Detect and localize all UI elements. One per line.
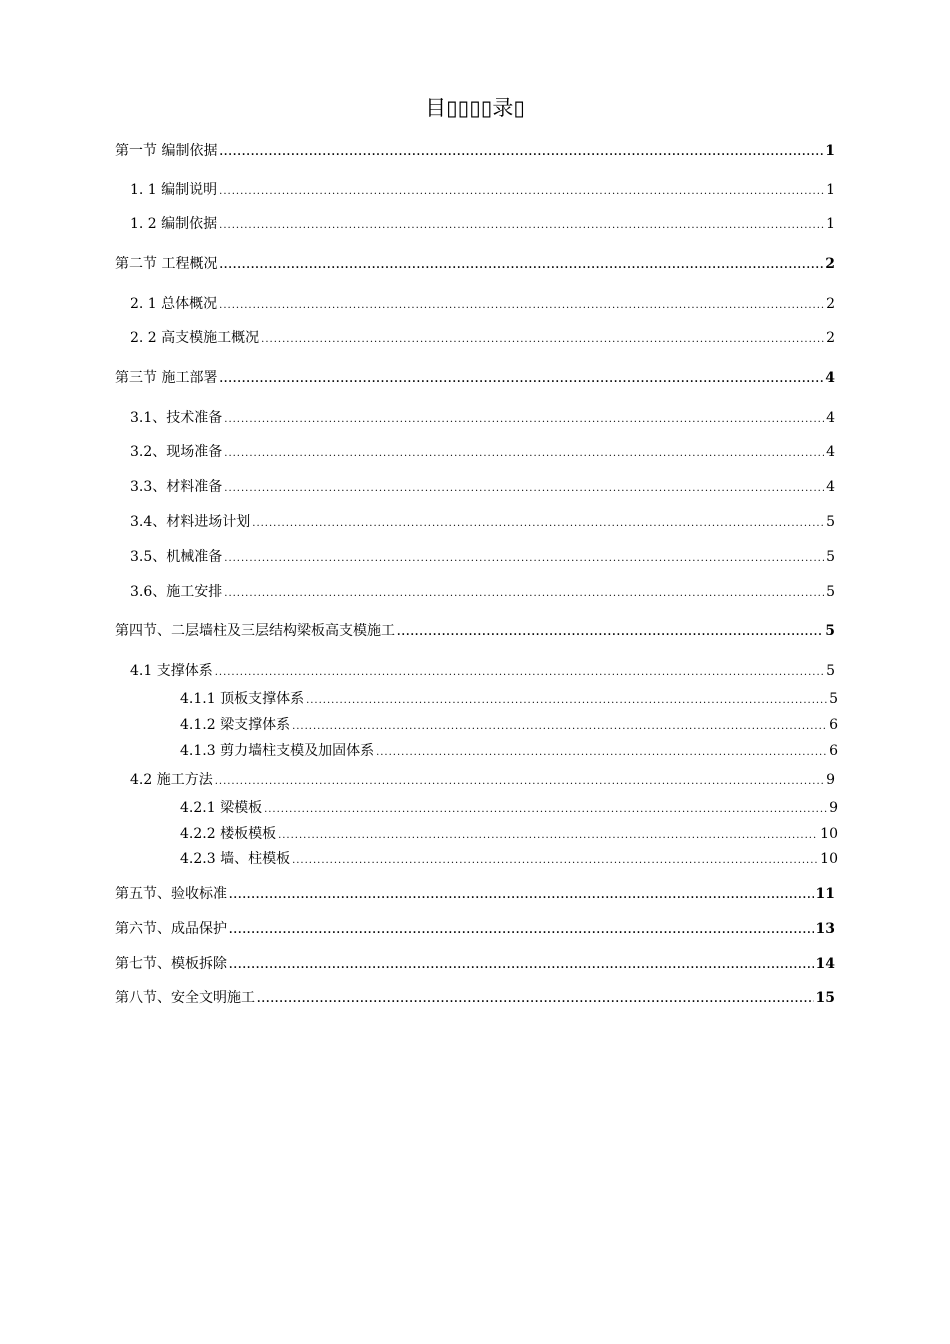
dot-leader [229, 886, 814, 906]
toc-entry-page-number: 1 [826, 182, 835, 198]
dot-leader [215, 772, 824, 792]
toc-entry-label: 2. 1 总体概况 [130, 296, 218, 312]
toc-entry[interactable] [130, 512, 835, 534]
toc-entry[interactable] [130, 328, 835, 350]
toc-entry[interactable] [115, 368, 835, 390]
toc-entry-page-number: 4 [826, 444, 835, 460]
dot-leader [397, 623, 823, 643]
toc-entry[interactable] [130, 408, 835, 430]
dot-leader [257, 990, 814, 1010]
toc-entry-page-number: 2 [826, 296, 835, 312]
dot-leader [215, 663, 824, 683]
dot-leader [219, 143, 823, 163]
dot-leader [224, 549, 824, 569]
dot-leader [292, 851, 818, 871]
toc-entry[interactable] [130, 214, 835, 236]
toc-entry[interactable] [115, 141, 835, 163]
toc-entry-page-number: 5 [826, 549, 835, 565]
page-title: 目▯▯▯▯录▯ [425, 96, 525, 120]
toc-entry-label: 4.1.1 顶板支撑体系 [180, 691, 305, 707]
toc-entry-page-number: 9 [829, 800, 838, 816]
toc-entry-label: 1. 1 编制说明 [130, 182, 218, 198]
toc-entry-label: 第一节 编制依据 [115, 143, 218, 159]
toc-entry[interactable] [130, 661, 835, 683]
toc-entry[interactable] [130, 477, 835, 499]
toc-entry[interactable] [130, 180, 835, 202]
toc-entry-label: 第六节、成品保护 [115, 921, 227, 937]
toc-entry-label: 第四节、二层墙柱及三层结构梁板高支模施工 [115, 623, 395, 639]
toc-entry-page-number: 5 [826, 514, 835, 530]
toc-entry[interactable] [115, 621, 835, 643]
dot-leader [219, 370, 823, 390]
toc-entry-label: 4.2.2 楼板模板 [180, 826, 277, 842]
dot-leader [219, 182, 824, 202]
dot-leader [224, 479, 824, 499]
toc-entry-page-number: 2 [826, 330, 835, 346]
dot-leader [224, 584, 824, 604]
toc-entry-label: 1. 2 编制依据 [130, 216, 218, 232]
toc-entry[interactable] [180, 715, 838, 737]
toc-entry[interactable] [180, 849, 838, 871]
toc-entry-label: 4.2.3 墙、柱模板 [180, 851, 291, 867]
toc-entry-page-number: 10 [820, 851, 838, 867]
toc-entry-label: 2. 2 高支模施工概况 [130, 330, 260, 346]
dot-leader [306, 691, 827, 711]
toc-entry-page-number: 4 [826, 410, 835, 426]
toc-entry-page-number: 5 [826, 584, 835, 600]
toc-entry-label: 第三节 施工部署 [115, 370, 218, 386]
dot-leader [376, 743, 827, 763]
toc-entry-label: 3.4、材料进场计划 [130, 514, 251, 530]
toc-entry-page-number: 5 [826, 663, 835, 679]
toc-entry[interactable] [130, 770, 835, 792]
toc-entry[interactable] [115, 884, 835, 906]
toc-entry-label: 第二节 工程概况 [115, 256, 218, 272]
toc-entry-label: 第八节、安全文明施工 [115, 990, 255, 1006]
toc-entry-label: 第七节、模板拆除 [115, 956, 227, 972]
toc-entry-page-number: 11 [815, 886, 835, 902]
toc-entry-page-number: 5 [825, 623, 835, 639]
toc-entry-label: 4.1.3 剪力墙柱支模及加固体系 [180, 743, 375, 759]
toc-entry-page-number: 1 [825, 143, 835, 159]
toc-entry[interactable] [130, 582, 835, 604]
toc-entry-page-number: 5 [829, 691, 838, 707]
toc-entry-page-number: 2 [825, 256, 835, 272]
toc-entry-label: 4.2 施工方法 [130, 772, 213, 788]
toc-entry-label: 3.5、机械准备 [130, 549, 223, 565]
toc-entry-page-number: 4 [826, 479, 835, 495]
toc-entry[interactable] [115, 919, 835, 941]
toc-entry[interactable] [180, 741, 838, 763]
toc-entry-label: 3.6、施工安排 [130, 584, 223, 600]
dot-leader [252, 514, 824, 534]
dot-leader [229, 921, 814, 941]
toc-entry-label: 4.2.1 梁模板 [180, 800, 263, 816]
toc-entry[interactable] [115, 954, 835, 976]
dot-leader [219, 256, 823, 276]
dot-leader [224, 410, 824, 430]
toc-entry-page-number: 15 [815, 990, 835, 1006]
toc-entry-page-number: 6 [829, 717, 838, 733]
toc-entry-page-number: 1 [826, 216, 835, 232]
toc-entry-label: 4.1 支撑体系 [130, 663, 213, 679]
toc-entry-page-number: 10 [820, 826, 838, 842]
toc-entry-page-number: 9 [826, 772, 835, 788]
toc-entry[interactable] [180, 689, 838, 711]
toc-entry-label: 第五节、验收标准 [115, 886, 227, 902]
dot-leader [278, 826, 818, 846]
toc-entry[interactable] [130, 547, 835, 569]
toc-entry-page-number: 13 [815, 921, 835, 937]
toc-entry[interactable] [115, 254, 835, 276]
dot-leader [264, 800, 827, 820]
toc-entry-label: 4.1.2 梁支撑体系 [180, 717, 291, 733]
toc-entry[interactable] [115, 988, 835, 1010]
toc-entry-page-number: 4 [825, 370, 835, 386]
toc-entry[interactable] [130, 294, 835, 316]
dot-leader [261, 330, 824, 350]
toc-entry-page-number: 6 [829, 743, 838, 759]
toc-entry[interactable] [130, 442, 835, 464]
toc-entry[interactable] [180, 798, 838, 820]
dot-leader [224, 444, 824, 464]
toc-entry-page-number: 14 [815, 956, 835, 972]
dot-leader [229, 956, 814, 976]
toc-entry[interactable] [180, 824, 838, 846]
toc-entry-label: 3.3、材料准备 [130, 479, 223, 495]
toc-entry-label: 3.1、技术准备 [130, 410, 223, 426]
dot-leader [219, 216, 824, 236]
toc-entry-label: 3.2、现场准备 [130, 444, 223, 460]
dot-leader [292, 717, 827, 737]
dot-leader [219, 296, 824, 316]
